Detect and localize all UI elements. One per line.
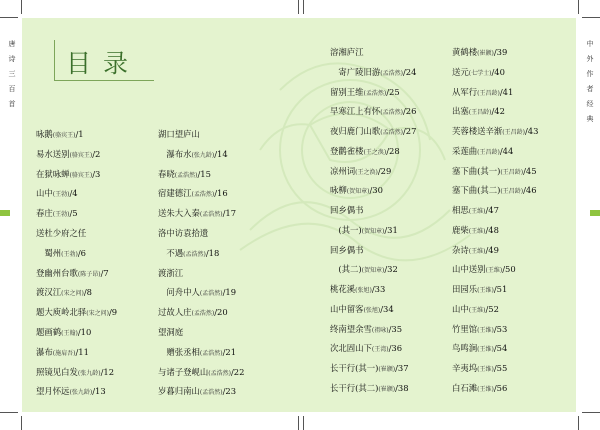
entry-page: /37 (395, 363, 409, 373)
entry-title: 洛中访袁拾遗 (158, 228, 209, 238)
entry-page: /30 (369, 185, 383, 196)
entry-page: /14 (214, 148, 228, 159)
entry-author: (王昌龄) (500, 188, 524, 196)
entry-author: (孟浩然) (183, 250, 206, 258)
entry-title: 从军行 (452, 86, 478, 97)
toc-entry[interactable] (36, 187, 78, 199)
toc-entry[interactable] (36, 267, 109, 279)
entry-author: (王维) (485, 267, 503, 275)
entry-page: /23 (222, 386, 237, 397)
left-running-head: 唐诗三百首 (8, 40, 16, 115)
entry-author: (孟浩然) (380, 129, 403, 136)
toc-entry[interactable] (158, 168, 211, 180)
entry-title: (其一) (330, 224, 362, 235)
toc-entry[interactable] (330, 125, 416, 137)
entry-author: (骆宾王) (52, 132, 76, 139)
entry-title: 山中送别 (452, 264, 486, 275)
entry-page: /52 (485, 303, 499, 314)
entry-title: 采莲曲 (452, 145, 478, 156)
entry-title: 夜归鹿门山歌 (330, 126, 381, 136)
entry-author: (张九龄) (77, 369, 101, 377)
entry-title: 在狱咏蝉 (36, 168, 70, 179)
toc-entry[interactable] (452, 362, 507, 374)
entry-title: 回乡偶书 (330, 244, 364, 255)
entry-title: 出塞 (452, 106, 469, 117)
toc-entry[interactable] (158, 187, 228, 199)
entry-author: (王昌龄) (502, 129, 525, 136)
entry-page: /56 (493, 382, 508, 393)
toc-title: 目录 (66, 49, 141, 78)
entry-title: 瀑布 (36, 346, 53, 357)
entry-title: 竹里馆 (452, 323, 478, 334)
entry-title: 咏鹅 (36, 129, 53, 139)
entry-author: (王勃) (61, 250, 78, 258)
entry-author: (王之涣) (355, 168, 378, 176)
entry-title: 问舟中人 (158, 287, 200, 298)
entry-author: (孟浩然) (199, 290, 223, 298)
entry-page: /27 (402, 126, 417, 136)
entry-page: /38 (395, 382, 409, 393)
entry-author: (孟浩然) (191, 310, 215, 318)
entry-page: /41 (499, 86, 514, 97)
toc-entry[interactable] (36, 128, 84, 140)
entry-author: (孟浩然) (199, 349, 223, 357)
entry-page: /47 (485, 205, 499, 215)
entry-page: /43 (524, 126, 539, 136)
entry-title: 过故人庄 (158, 307, 192, 318)
toc-entry[interactable] (452, 204, 499, 216)
entry-title: 塞下曲(其一) (452, 165, 501, 176)
entry-title: 长干行(其二) (330, 382, 379, 393)
entry-title: 次北固山下 (330, 343, 372, 354)
title-rule (54, 40, 55, 80)
entry-author: (崔颢) (378, 366, 396, 373)
toc-entry[interactable] (452, 244, 499, 256)
entry-title: 相思 (452, 205, 469, 215)
entry-title: 山中留客 (330, 303, 364, 314)
toc-entry[interactable] (36, 346, 89, 358)
toc-entry[interactable] (452, 46, 507, 58)
right-running-head: 中外作者经典 (586, 40, 594, 130)
entry-title: 回乡偶书 (330, 205, 364, 215)
entry-title: 杂诗 (452, 244, 469, 255)
entry-title: 照镜见白发 (36, 366, 78, 377)
crop-mark (303, 0, 304, 14)
toc-entry[interactable] (158, 366, 244, 378)
crop-mark (578, 0, 579, 14)
toc-entry[interactable] (158, 286, 236, 298)
toc-entry[interactable] (158, 207, 236, 219)
entry-page: /20 (214, 307, 228, 318)
entry-title: 望月怀远 (36, 386, 70, 397)
entry-author: (孟浩然) (363, 89, 387, 97)
entry-title: 岁暮归南山 (158, 386, 200, 397)
toc-entry[interactable] (330, 323, 402, 335)
toc-entry[interactable] (36, 385, 106, 397)
tab-marker (590, 210, 600, 216)
toc-entry[interactable] (452, 263, 516, 275)
entry-title: 鸟鸣涧 (452, 343, 478, 354)
entry-page: /21 (222, 346, 237, 357)
entry-page: /45 (523, 165, 537, 176)
entry-page: /33 (371, 284, 386, 294)
toc-entry[interactable] (36, 148, 100, 160)
entry-page: /2 (92, 148, 101, 159)
toc-entry[interactable] (36, 286, 92, 298)
entry-title: 题大庾岭北驿 (36, 307, 87, 318)
entry-author: (张九龄) (191, 151, 215, 159)
entry-author: (贺知章) (361, 267, 385, 275)
entry-page: /9 (108, 307, 118, 318)
entry-title: 蜀州 (36, 247, 62, 258)
entry-title: 春庄 (36, 208, 53, 219)
entry-title: 芙蓉楼送辛渐 (452, 126, 503, 136)
crop-mark (21, 0, 22, 14)
entry-page: /18 (205, 247, 220, 258)
toc-entry[interactable] (330, 362, 409, 374)
entry-title: 山中 (36, 188, 53, 199)
toc-entry[interactable] (158, 306, 228, 318)
entry-title: 终南望余雪 (330, 323, 372, 334)
entry-author: (王昌龄) (500, 168, 524, 176)
entry-page: /6 (77, 247, 86, 258)
entry-author: (孟浩然) (380, 69, 403, 77)
toc-entry[interactable] (452, 342, 507, 354)
entry-author: (张旭) (363, 306, 381, 314)
entry-title: 早寒江上有怀 (330, 106, 381, 117)
entry-page: /19 (222, 287, 237, 298)
entry-title: 题画鹤 (36, 327, 62, 337)
toc-entry[interactable] (330, 165, 391, 177)
toc-entry[interactable] (452, 303, 499, 315)
entry-author: (孟浩然) (199, 389, 223, 397)
entry-author: (王翰) (61, 330, 78, 337)
toc-entry[interactable] (158, 247, 219, 259)
entry-page: /44 (499, 145, 514, 156)
entry-page: /17 (222, 208, 237, 219)
tab-marker (0, 210, 10, 216)
toc-entry[interactable] (452, 184, 537, 196)
toc-entry[interactable] (452, 105, 505, 117)
entry-title: 长干行(其一) (330, 363, 379, 373)
entry-page: /32 (384, 264, 398, 275)
entry-author: (王维) (468, 227, 486, 235)
entry-title: 春晓 (158, 168, 175, 179)
entry-author: (施肩吾) (52, 349, 76, 357)
entry-title: 望洞庭 (158, 327, 184, 337)
entry-title: 黄鹤楼 (452, 47, 478, 57)
entry-title: 溶湘庐江 (330, 47, 364, 57)
entry-author: (贺知章) (361, 227, 385, 235)
entry-author: (崔颢) (477, 50, 494, 57)
entry-page: /7 (100, 267, 109, 278)
entry-author: (孟浩然) (199, 211, 223, 219)
entry-title: 送朱大入秦 (158, 208, 200, 219)
toc-entry[interactable] (330, 66, 416, 78)
entry-page: /39 (493, 47, 508, 57)
entry-author: (七学士) (468, 69, 492, 77)
toc-entry[interactable] (330, 86, 400, 98)
entry-author: (孟浩然) (208, 369, 231, 377)
entry-title: 咏柳 (330, 185, 347, 196)
entry-title: 不遇 (158, 247, 184, 258)
entry-page: /28 (386, 145, 400, 156)
entry-title: 留别王维 (330, 86, 364, 97)
toc-entry[interactable] (158, 326, 183, 338)
entry-author: (王维) (468, 306, 486, 314)
toc-entry[interactable] (452, 125, 538, 137)
entry-author: (王维) (477, 385, 494, 393)
toc-entry[interactable] (330, 105, 416, 117)
entry-page: /54 (493, 343, 508, 354)
entry-title: 瀑布水 (158, 148, 192, 159)
toc-entry[interactable] (158, 148, 228, 160)
toc-entry[interactable] (36, 168, 100, 180)
entry-page: /46 (523, 185, 537, 196)
entry-page: /26 (402, 106, 417, 117)
crop-mark (298, 0, 299, 14)
entry-author: (王昌龄) (468, 109, 492, 117)
crop-mark (0, 412, 18, 413)
toc-entry[interactable] (330, 342, 402, 354)
entry-title: 白石滩 (452, 382, 478, 393)
entry-page: /48 (485, 224, 499, 235)
toc-entry[interactable] (330, 145, 400, 157)
entry-author: (张九龄) (69, 389, 93, 397)
entry-title: 宿建德江 (158, 188, 192, 199)
entry-author: (宋之问) (86, 310, 109, 318)
entry-page: /51 (493, 284, 508, 294)
entry-author: (陈子昂) (77, 270, 101, 278)
toc-entry[interactable] (158, 128, 200, 140)
toc-entry[interactable] (330, 244, 364, 256)
entry-title: 辛夷坞 (452, 363, 478, 373)
entry-author: (骆宾王) (69, 151, 93, 159)
entry-page: /53 (493, 323, 508, 334)
toc-entry[interactable] (452, 283, 507, 295)
toc-entry[interactable] (36, 207, 78, 219)
entry-author: (张旭) (355, 287, 372, 294)
entry-title: 凉州词 (330, 165, 356, 176)
entry-page: /13 (92, 386, 106, 397)
toc-entry[interactable] (452, 66, 505, 78)
toc-entry[interactable] (452, 145, 513, 157)
entry-title: 寄广陵旧游 (330, 66, 381, 77)
toc-entry[interactable] (36, 227, 86, 239)
entry-author: (孟浩然) (380, 109, 403, 117)
entry-page: /3 (92, 168, 101, 179)
entry-title: 登鹳雀楼 (330, 145, 364, 156)
toc-entry[interactable] (330, 224, 398, 236)
entry-author: (王昌龄) (477, 89, 500, 97)
entry-author: (王之涣) (363, 148, 387, 156)
toc-entry[interactable] (452, 323, 507, 335)
entry-author: (贺知章) (346, 188, 370, 196)
entry-title: 田园乐 (452, 284, 478, 294)
entry-title: 山中 (452, 303, 469, 314)
entry-author: (王维) (477, 346, 494, 354)
entry-page: /16 (214, 188, 228, 199)
entry-title: 鹿柴 (452, 224, 469, 235)
toc-entry[interactable] (330, 204, 364, 216)
entry-page: /25 (386, 86, 400, 97)
entry-page: /29 (377, 165, 392, 176)
toc-entry[interactable] (158, 227, 208, 239)
entry-title: 赠张丞相 (158, 346, 200, 357)
entry-title: 登幽州台歌 (36, 267, 78, 278)
toc-entry[interactable] (330, 46, 364, 58)
entry-title: 送元 (452, 66, 469, 77)
toc-entry[interactable] (452, 224, 499, 236)
toc-entry[interactable] (158, 346, 236, 358)
entry-title: 桃花溪 (330, 284, 356, 294)
toc-entry[interactable] (452, 165, 537, 177)
entry-author: (王维) (477, 366, 494, 373)
entry-page: /1 (75, 129, 84, 139)
toc-entry[interactable] (330, 283, 385, 295)
crop-mark (21, 416, 22, 430)
entry-page: /8 (83, 287, 92, 298)
entry-page: /40 (491, 66, 505, 77)
entry-page: /12 (100, 366, 115, 377)
entry-page: /31 (384, 224, 398, 235)
entry-page: /50 (502, 264, 516, 275)
toc-entry[interactable] (36, 326, 91, 338)
toc-entry[interactable] (330, 303, 394, 315)
toc-entry[interactable] (330, 382, 409, 394)
title-rule (54, 80, 154, 81)
entry-page: /49 (485, 244, 499, 255)
entry-page: /35 (388, 323, 403, 334)
entry-author: (孟浩然) (191, 191, 215, 199)
toc-entry[interactable] (330, 263, 398, 275)
entry-page: /11 (75, 346, 89, 357)
entry-page: /10 (77, 327, 92, 337)
entry-title: 与诸子登岘山 (158, 366, 209, 377)
entry-author: (王湾) (371, 346, 389, 354)
entry-page: /55 (493, 363, 508, 373)
entry-author: (祖咏) (371, 326, 389, 334)
entry-author: (宋之问) (61, 290, 84, 298)
crop-mark (298, 416, 299, 430)
toc-entry[interactable] (452, 86, 513, 98)
entry-page: /36 (388, 343, 403, 354)
entry-author: (王勃) (52, 191, 70, 199)
toc-entry[interactable] (36, 366, 114, 378)
entry-page: /34 (380, 303, 394, 314)
toc-entry[interactable] (330, 184, 383, 196)
crop-mark (582, 412, 600, 413)
entry-page: /22 (230, 366, 245, 377)
entry-page: /5 (69, 208, 78, 219)
toc-entry[interactable] (36, 306, 117, 318)
entry-title: 湖口望庐山 (158, 129, 200, 139)
entry-author: (孟浩然) (174, 171, 198, 179)
entry-title: (其二) (330, 264, 362, 275)
entry-page: /24 (402, 66, 417, 77)
entry-author: (王维) (468, 208, 486, 215)
entry-page: /4 (69, 188, 78, 199)
entry-author: (王维) (477, 287, 494, 294)
entry-author: (王勃) (52, 211, 70, 219)
entry-title: 送杜少府之任 (36, 228, 87, 238)
entry-page: /15 (197, 168, 211, 179)
crop-mark (578, 416, 579, 430)
entry-author: (王维) (477, 326, 494, 334)
crop-mark (303, 416, 304, 430)
entry-author: (骆宾王) (69, 171, 93, 179)
entry-title: 塞下曲(其二) (452, 185, 501, 196)
entry-author: (王维) (468, 247, 486, 255)
toc-entry[interactable] (158, 267, 183, 279)
entry-page: /42 (491, 106, 505, 117)
entry-author: (王昌龄) (477, 148, 500, 156)
entry-title: 渡汉江 (36, 287, 62, 298)
toc-entry[interactable] (158, 385, 236, 397)
toc-entry[interactable] (452, 382, 507, 394)
entry-author: (崔颢) (378, 385, 396, 393)
toc-entry[interactable] (36, 247, 86, 259)
entry-title: 渡浙江 (158, 267, 184, 278)
entry-title: 易水送别 (36, 148, 70, 159)
